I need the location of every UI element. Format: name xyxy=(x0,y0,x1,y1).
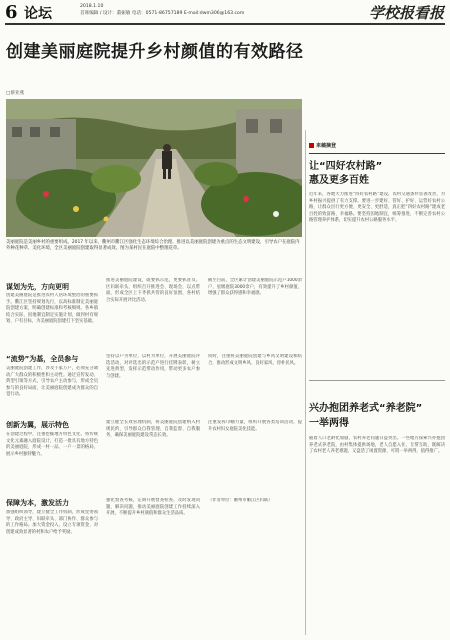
column-divider xyxy=(305,130,306,635)
garden-photo-illustration xyxy=(6,99,302,237)
red-square-icon xyxy=(309,143,314,148)
body-col3-low: 注重发挥巾帼力量，组织开展各类培训活动，提升农村妇女庭院美化技能。 xyxy=(208,420,302,432)
body-col1-bot: 加强组织领导，建立健全工作机制，形成党委领导、政府主导、妇联牵头、部门协作、群众参与的工作格局。加大资金投入，设立专项资金，对创建成效显著的村和农户给予奖励。 xyxy=(6,510,98,535)
page-header xyxy=(0,0,450,22)
sidebar-piece2-body: 随着人口老龄化加剧，农村养老问题日益突出。一些地方探索兴办抱团养老式养老院，由村集体提供场地，老人自愿入住、互帮互助，既解决了农村老人养老难题，又盘活了闲置资源，可谓一举两得，值得推广。 xyxy=(309,436,445,454)
masthead-logo: 学校报看报 xyxy=(368,4,444,22)
body-col1-top: 创建美丽庭院是推进农村人居环境整治的重要抓手。衢江区坚持规划先行，以高标准制定美丽庭院创建方案，明确创建标准和考核细则。各乡镇结合实际，因地制宜制定实施计划，做到村有规划、户有目标，为美丽庭院创建打下坚实基础。 xyxy=(6,293,98,324)
body-col2-low: 建立健全长效管理机制，将美丽庭院创建纳入村规民约，引导群众自我管理、自我监督、自我服务，确保美丽庭院建设常态长效。 xyxy=(106,420,200,438)
photo-caption: 美丽庭院是美丽乡村的重要组成。2017 年以来，衢州市衢江区强化生态环境综合治理，推进以美丽庭院创建为重点的生态文明建设，引导农户在庭院内外种花种草、美化环境，全区美丽庭院创建取得显著成效。图为某村民在庭院中整理花草。 xyxy=(6,240,300,252)
sidebar-piece1-body: 近年来，各地大力推进“四好农村路”建设，农村交通条件显著改善，为乡村振兴提供了有力支撑。要进一步建好、管好、护好、运营好农村公路，让群众出行更方便、更安全、更舒适，真正把“四好农村路”建成老百姓的致富路、幸福路。要坚持因地制宜，统筹推进，不断完善农村公路管理养护体系，切实提升农村公路服务水平。 xyxy=(309,192,445,223)
body-col3-mid: 同时，注重将美丽庭院创建与乡风文明建设相结合，推动形成文明乡风、良好家风、淳朴民风。 xyxy=(208,354,302,366)
body-col2-bot: 强化督查考核，定期开展督查检查，及时发现问题、解决问题，推动美丽庭院创建工作持续深入开展，不断提升乡村颜值和群众生活品质。 xyxy=(106,498,200,516)
header-rule xyxy=(5,23,445,25)
sidebar-piece1-title-line1: 让“四好农村路” xyxy=(309,161,383,172)
section-name: 论坛 xyxy=(24,6,52,22)
article-title: 创建美丽庭院提升乡村颜值的有效路径 xyxy=(6,42,304,62)
sidebar-piece2-title-line1: 兴办抱团养老式“养老院” xyxy=(309,403,423,414)
body-col3-bot: （作者单位：衢州市衢江区妇联） xyxy=(208,498,273,503)
article-photo xyxy=(6,99,302,237)
body-col3-top: 截至目前，全区累计创建美丽庭院示范户1000余户，星级庭院3000余户，有效提升了乡村颜值，增强了群众获得感和幸福感。 xyxy=(208,278,302,296)
sidebar-piece2-title-line2: 一举两得 xyxy=(309,418,349,429)
subhead-4: 保障为本，激发活力 xyxy=(6,499,69,507)
subhead-2: “流势”为基，全员参与 xyxy=(6,355,79,363)
body-col2-mid: 坚持以户为单位，以村为单位，开展美丽庭院评选活动，对评选出的示范户进行挂牌表彰，树立先进典型，发挥示范带动作用，带动更多农户参与创建。 xyxy=(106,354,200,379)
subhead-3: 创新为翼，展示特色 xyxy=(6,421,69,429)
article-author: □蔡亚燕 xyxy=(6,91,25,96)
body-col1-mid: 美丽庭院创建工作，涉及千家万户，必须充分调动广大群众的积极性和主动性。通过宣传发动、典型引领等方式，引导农户主动参与，形成全员参与的良好局面，让美丽庭院创建成为群众的自觉行动。 xyxy=(6,366,98,397)
sidebar-tag xyxy=(309,142,336,149)
body-col1-low: 在创建过程中，注重挖掘地方特色文化，将传统文化元素融入庭院设计，打造一批具有地方特色的美丽庭院，形成一村一品、一户一景的格局，展示乡村独特魅力。 xyxy=(6,432,98,457)
subhead-1: 谋划为先，方向更明 xyxy=(6,283,69,291)
sidebar-piece1-title-line2: 惠及更多百姓 xyxy=(309,175,369,186)
sidebar-tag-label: 来稿摘登 xyxy=(316,143,337,149)
issue-meta xyxy=(80,3,300,17)
body-col2-top: 推进美丽庭院建设，既要抓示范，更要抓普及。区妇联牵头，组织召开推进会、现场会，以点带面，形成全区上下齐抓共管的良好氛围，各村结合实际开展评比活动。 xyxy=(106,278,200,303)
page-number: 6 xyxy=(5,2,18,23)
issue-date: 2018.1.10 xyxy=(80,4,104,9)
sidebar-rule xyxy=(309,153,445,154)
editor-contact: 首席编辑 / 设计：董振敏 电话：0571-86757189 E-mail:dwm306@163.com xyxy=(80,11,245,16)
sidebar-divider xyxy=(309,380,445,381)
